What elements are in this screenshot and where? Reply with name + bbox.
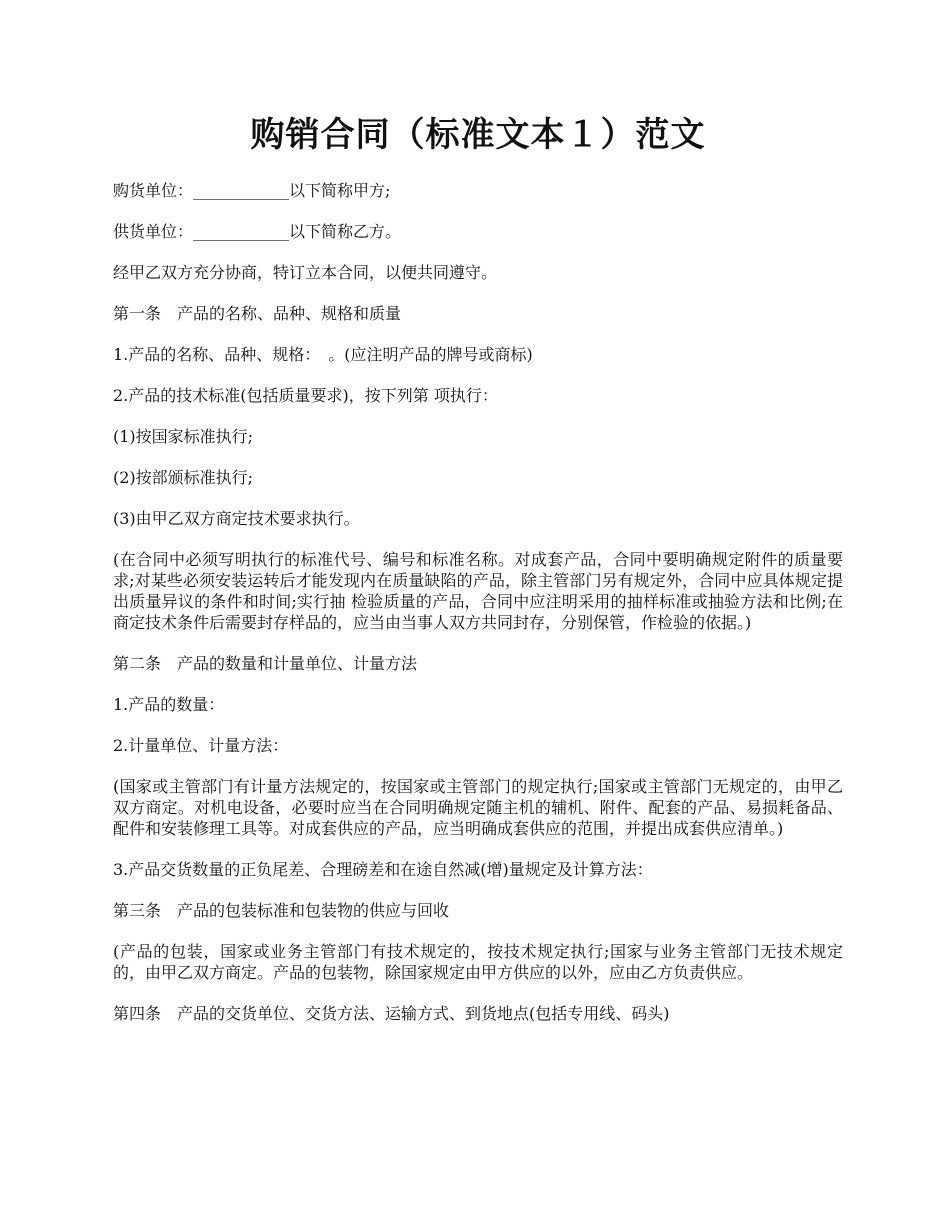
article-2-item-2: 2.计量单位、计量方法：	[113, 736, 289, 755]
buyer-line: 购货单位：____________以下简称甲方;	[113, 181, 391, 200]
preamble: 经甲乙双方充分协商，特订立本合同，以便共同遵守。	[113, 263, 498, 282]
article-4-heading: 第四条 产品的交货单位、交货方法、运输方式、到货地点(包括专用线、码头)	[113, 1004, 670, 1023]
article-1-note: (在合同中必须写明执行的标准代号、编号和标准名称。对成套产品，合同中要明确规定附件的质量要求;对某些必须安装运转后才能发现内在质量缺陷的产品，除主管部门另有规定外，合同中应具体规定提出质量异议的条件和时间;实行抽 检验质量的产品，合同中应注明采用的抽样标准或抽验方法和比例;在商定技术条件后需要封存样品的，应当由当事人双方共同封存，分别保管，作检验的依据。)	[113, 550, 843, 632]
article-2-item-1: 1.产品的数量：	[113, 695, 225, 714]
article-1-option-1: (1)按国家标准执行;	[113, 427, 254, 446]
document-page	[113, 112, 843, 1044]
article-3-note: (产品的包装，国家或业务主管部门有技术规定的，按技术规定执行;国家与业务主管部门无技术规定的，由甲乙双方商定。产品的包装物，除国家规定由甲方供应的以外，应由乙方负责供应。	[113, 942, 843, 982]
article-1-option-3: (3)由甲乙双方商定技术要求执行。	[113, 509, 360, 528]
article-1-item-1: 1.产品的名称、品种、规格： 。(应注明产品的牌号或商标)	[113, 345, 533, 364]
article-1-item-2: 2.产品的技术标准(包括质量要求)，按下列第 项执行：	[113, 386, 498, 405]
article-3-heading: 第三条 产品的包装标准和包装物的供应与回收	[113, 901, 450, 920]
document-title: 购销合同（标准文本１）范文	[250, 115, 706, 155]
article-1-option-2: (2)按部颁标准执行;	[113, 468, 254, 487]
article-2-note: (国家或主管部门有计量方法规定的，按国家或主管部门的规定执行;国家或主管部门无规定的，由甲乙双方商定。对机电设备，必要时应当在合同明确规定随主机的辅机、附件、配套的产品、易损耗备品、配件和安装修理工具等。对成套供应的产品，应当明确成套供应的范围，并提出成套供应清单。)	[113, 777, 843, 838]
article-1-heading: 第一条 产品的名称、品种、规格和质量	[113, 304, 402, 323]
seller-line: 供货单位：____________以下简称乙方。	[113, 222, 402, 241]
article-2-heading: 第二条 产品的数量和计量单位、计量方法	[113, 654, 418, 673]
article-2-item-3: 3.产品交货数量的正负尾差、合理磅差和在途自然减(增)量规定及计算方法：	[113, 860, 653, 879]
